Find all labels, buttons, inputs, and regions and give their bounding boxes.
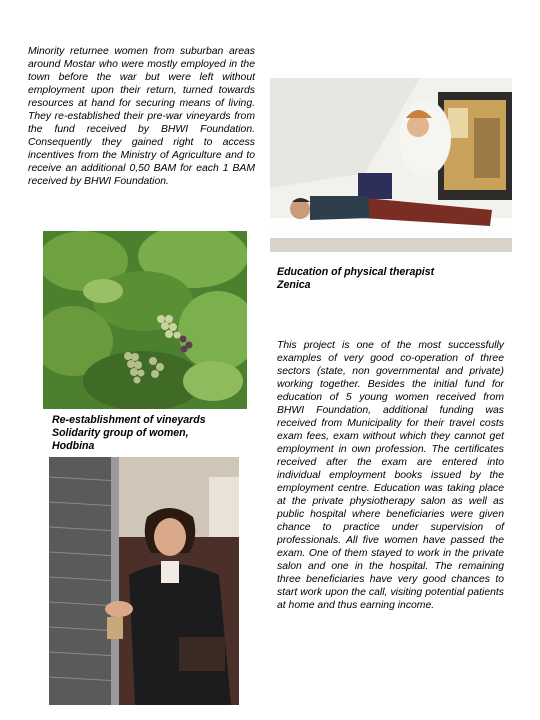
right-paragraph: This project is one of the most successfully examples of very good co-operation of three sectors (state, non governmental and private) working together. Besides the initial fund for education of 5 young women received from BHWI Foundation, additional funding was received from Municipality for their travel costs exam fees, exam without which they cannot get employment in own profession. The certificates received after the exam are entered into individual employment books issued by the employment centre. Education was taking place at the private physiotherapy salon as well as public hospital where beneficiaries were given chance to practice under supervision of professionals. All five women have passed the exam. One of them stayed to work in the private salon and one in the hospital. The remaining three beneficiaries have very good chances to start work upon the call, visiting potential patients at home and thus earning income. [277, 340, 504, 611]
vineyard-photo [43, 231, 247, 409]
therapist-caption-line1: Education of physical therapist [277, 266, 435, 278]
vineyard-caption-line2: Solidarity group of women, [52, 427, 189, 439]
therapist-caption-line2: Zenica [277, 279, 311, 291]
vineyard-caption-line1: Re-establishment of vineyards [52, 414, 206, 426]
left-paragraph: Minority returnee women from suburban areas around Mostar who were mostly employed in the town before the war but were left without employment upon their return, turned towards resources at hand for securing means of living. They re-established their pre-war vineyards from the fund received by BHWI Foundation. Consequently they gained right to access incentives from the Ministry of Agriculture and to receive an additional 0,50 BAM for each 1 BAM received by BHWI Foundation. [28, 46, 255, 187]
physical-therapy-photo [270, 78, 512, 252]
vineyard-caption-line3: Hodbina [52, 440, 95, 452]
vineyard-caption [52, 414, 242, 453]
wine-cellar-photo [49, 457, 239, 705]
therapist-caption [277, 266, 497, 292]
